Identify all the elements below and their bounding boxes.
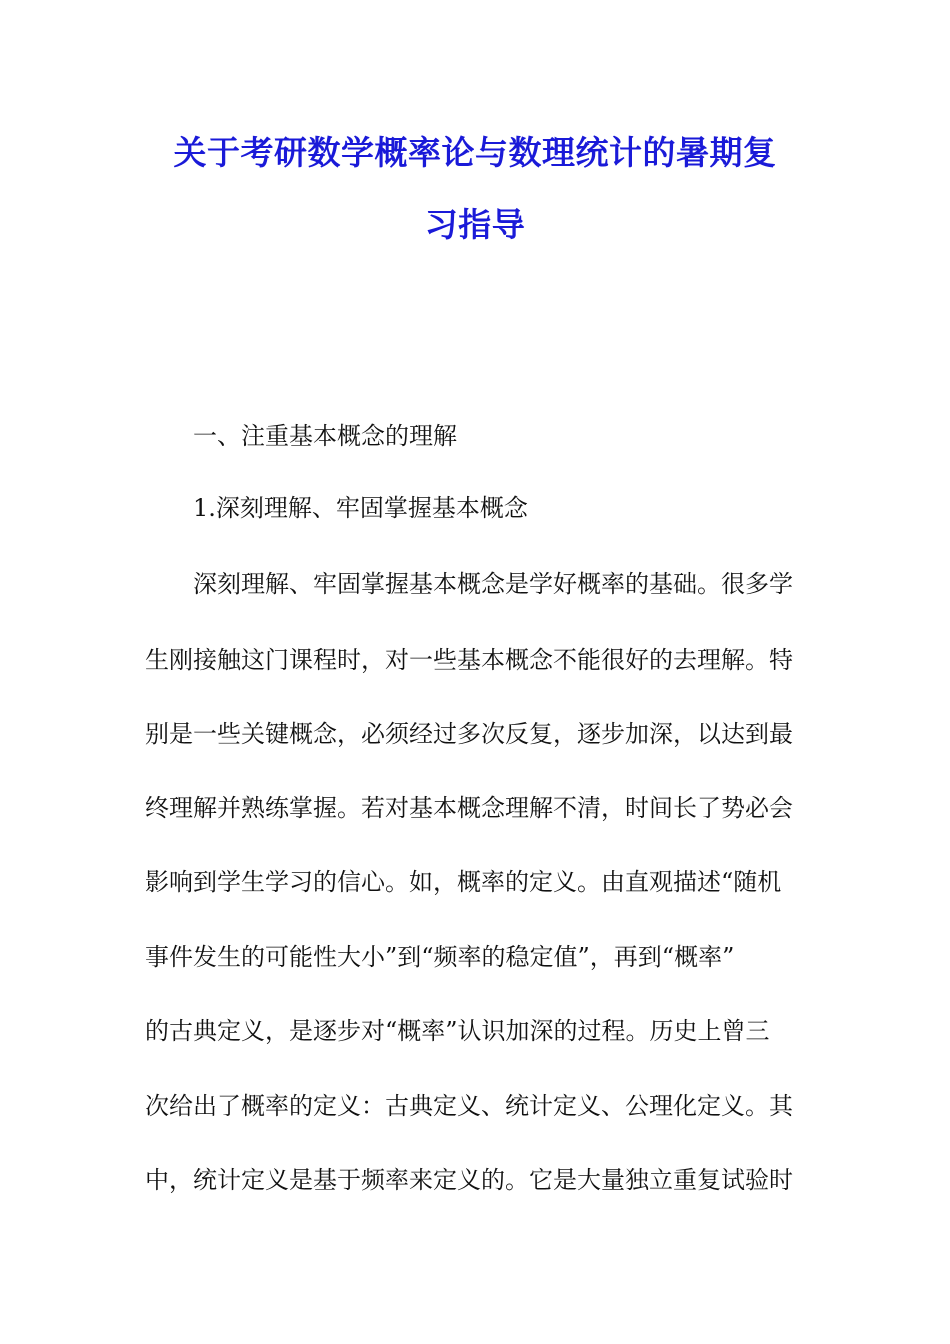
- paragraph-line: 影响到学生学习的信心。如，概率的定义。由直观描述“随机: [145, 868, 782, 896]
- paragraph-line: 深刻理解、牢固掌握基本概念是学好概率的基础。很多学: [145, 570, 793, 598]
- document-title-line-1: 关于考研数学概率论与数理统计的暑期复: [173, 133, 777, 172]
- subsection-heading: 1.深刻理解、牢固掌握基本概念: [193, 494, 528, 522]
- paragraph-line: 的古典定义，是逐步对“概率”认识加深的过程。历史上曾三: [145, 1017, 770, 1045]
- section-heading: 一、注重基本概念的理解: [193, 422, 457, 450]
- paragraph-line: 事件发生的可能性大小”到“频率的稳定值”，再到“概率”: [145, 943, 735, 971]
- document-title-line-2: 习指导: [424, 205, 526, 244]
- paragraph-line: 中，统计定义是基于频率来定义的。它是大量独立重复试验时: [145, 1166, 793, 1194]
- paragraph-line: 别是一些关键概念，必须经过多次反复，逐步加深，以达到最: [145, 720, 793, 748]
- paragraph-line: 生刚接触这门课程时，对一些基本概念不能很好的去理解。特: [145, 646, 793, 674]
- paragraph-line: 终理解并熟练掌握。若对基本概念理解不清，时间长了势必会: [145, 794, 793, 822]
- paragraph-line: 次给出了概率的定义：古典定义、统计定义、公理化定义。其: [145, 1092, 793, 1120]
